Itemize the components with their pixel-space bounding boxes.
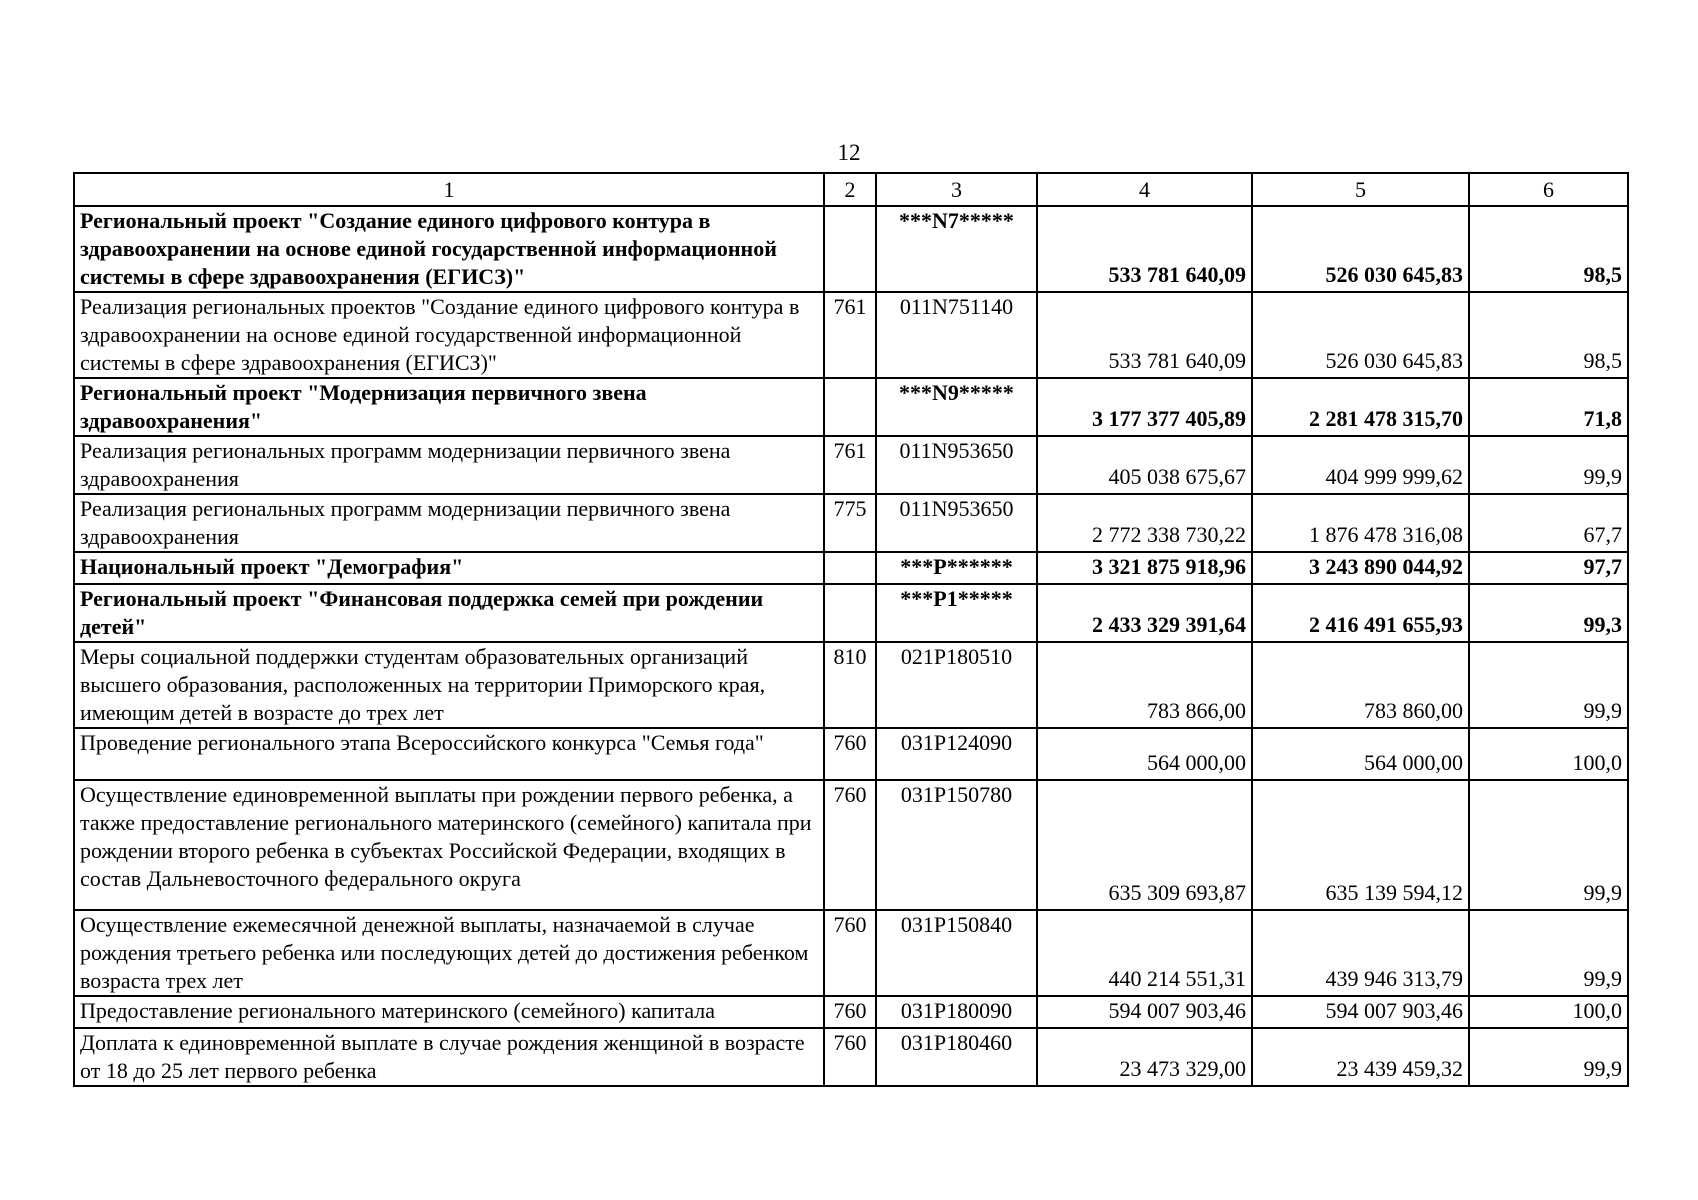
cell-col-6: 98,5 — [1469, 292, 1628, 378]
cell-col-4: 533 781 640,09 — [1037, 292, 1252, 378]
table-row — [74, 642, 1628, 728]
cell-col-5: 783 860,00 — [1252, 642, 1469, 728]
cell-col-5: 1 876 478 316,08 — [1252, 494, 1469, 552]
cell-name: Реализация региональных программ модернизации первичного звена здравоохранения — [74, 436, 824, 494]
cell-col-3: 011N751140 — [876, 292, 1037, 378]
cell-col-5: 3 243 890 044,92 — [1252, 552, 1469, 584]
cell-name: Проведение регионального этапа Всероссийского конкурса "Семья года" — [74, 728, 824, 780]
cell-col-5: 564 000,00 — [1252, 728, 1469, 780]
cell-name: Реализация региональных проектов "Создание единого цифрового контура в здравоохранении на основе единой государственной информационной системы в сфере здравоохранения (ЕГИСЗ)" — [74, 292, 824, 378]
cell-name: Осуществление ежемесячной денежной выплаты, назначаемой в случае рождения третьего ребенка или последующих детей до достижения ребенком возраста трех лет — [74, 910, 824, 996]
table-row — [74, 584, 1628, 642]
cell-col-6: 71,8 — [1469, 378, 1628, 436]
budget-table — [73, 172, 1629, 1087]
cell-name: Осуществление единовременной выплаты при рождении первого ребенка, а также предоставление регионального материнского (семейного) капитала при рождении второго ребенка в субъектах Российской Федерации, входящих в состав Дальневосточного федерального округа — [74, 780, 824, 910]
cell-col-5: 526 030 645,83 — [1252, 206, 1469, 292]
header-col-6: 6 — [1469, 173, 1628, 206]
cell-col-4: 635 309 693,87 — [1037, 780, 1252, 910]
cell-col-4: 440 214 551,31 — [1037, 910, 1252, 996]
cell-col-2 — [824, 584, 876, 642]
cell-col-3: ***N7***** — [876, 206, 1037, 292]
table-row — [74, 292, 1628, 378]
cell-col-2: 760 — [824, 780, 876, 910]
cell-col-6: 99,9 — [1469, 642, 1628, 728]
cell-name: Региональный проект "Финансовая поддержка семей при рождении детей" — [74, 584, 824, 642]
cell-col-4: 783 866,00 — [1037, 642, 1252, 728]
cell-col-5: 594 007 903,46 — [1252, 996, 1469, 1028]
cell-col-2 — [824, 378, 876, 436]
cell-name: Предоставление регионального материнского (семейного) капитала — [74, 996, 824, 1028]
table-row — [74, 206, 1628, 292]
cell-col-5: 439 946 313,79 — [1252, 910, 1469, 996]
header-col-5: 5 — [1252, 173, 1469, 206]
cell-name: Национальный проект "Демография" — [74, 552, 824, 584]
cell-col-5: 2 416 491 655,93 — [1252, 584, 1469, 642]
cell-col-5: 526 030 645,83 — [1252, 292, 1469, 378]
cell-col-5: 404 999 999,62 — [1252, 436, 1469, 494]
cell-col-3: 031P124090 — [876, 728, 1037, 780]
table-row — [74, 1028, 1628, 1086]
table-row — [74, 436, 1628, 494]
cell-col-5: 2 281 478 315,70 — [1252, 378, 1469, 436]
cell-col-2 — [824, 552, 876, 584]
table-row — [74, 780, 1628, 910]
cell-col-3: 031P150780 — [876, 780, 1037, 910]
page-number: 12 — [837, 140, 861, 165]
cell-col-3: 011N953650 — [876, 494, 1037, 552]
cell-col-4: 564 000,00 — [1037, 728, 1252, 780]
table-header — [74, 173, 1628, 206]
cell-col-4: 2 433 329 391,64 — [1037, 584, 1252, 642]
cell-col-6: 67,7 — [1469, 494, 1628, 552]
table-row — [74, 378, 1628, 436]
table-row — [74, 494, 1628, 552]
cell-col-2: 810 — [824, 642, 876, 728]
cell-col-6: 99,9 — [1469, 910, 1628, 996]
cell-col-3: ***N9***** — [876, 378, 1037, 436]
cell-col-6: 100,0 — [1469, 996, 1628, 1028]
table-row — [74, 910, 1628, 996]
cell-col-2: 761 — [824, 292, 876, 378]
cell-col-3: 031P180090 — [876, 996, 1037, 1028]
cell-col-4: 405 038 675,67 — [1037, 436, 1252, 494]
cell-col-3: 011N953650 — [876, 436, 1037, 494]
cell-col-4: 23 473 329,00 — [1037, 1028, 1252, 1086]
cell-name: Реализация региональных программ модернизации первичного звена здравоохранения — [74, 494, 824, 552]
header-col-2: 2 — [824, 173, 876, 206]
cell-col-6: 99,3 — [1469, 584, 1628, 642]
cell-name: Меры социальной поддержки студентам образовательных организаций высшего образования, расположенных на территории Приморского края, имеющим детей в возрасте до трех лет — [74, 642, 824, 728]
cell-col-2: 760 — [824, 728, 876, 780]
cell-col-2: 760 — [824, 1028, 876, 1086]
cell-col-6: 97,7 — [1469, 552, 1628, 584]
cell-col-3: ***P****** — [876, 552, 1037, 584]
table-row — [74, 728, 1628, 780]
cell-col-3: 031P180460 — [876, 1028, 1037, 1086]
cell-col-4: 533 781 640,09 — [1037, 206, 1252, 292]
cell-col-4: 594 007 903,46 — [1037, 996, 1252, 1028]
cell-col-4: 2 772 338 730,22 — [1037, 494, 1252, 552]
cell-col-3: 031P150840 — [876, 910, 1037, 996]
header-row — [74, 173, 1628, 206]
cell-col-3: ***P1***** — [876, 584, 1037, 642]
cell-col-5: 23 439 459,32 — [1252, 1028, 1469, 1086]
cell-col-2: 760 — [824, 910, 876, 996]
cell-col-3: 021P180510 — [876, 642, 1037, 728]
header-col-4: 4 — [1037, 173, 1252, 206]
cell-col-6: 99,9 — [1469, 436, 1628, 494]
table-row — [74, 996, 1628, 1028]
cell-col-2: 760 — [824, 996, 876, 1028]
cell-col-2: 775 — [824, 494, 876, 552]
cell-col-6: 99,9 — [1469, 1028, 1628, 1086]
cell-col-6: 99,9 — [1469, 780, 1628, 910]
cell-col-6: 100,0 — [1469, 728, 1628, 780]
cell-name: Региональный проект "Создание единого цифрового контура в здравоохранении на основе единой государственной информационной системы в сфере здравоохранения (ЕГИСЗ)" — [74, 206, 824, 292]
cell-name: Доплата к единовременной выплате в случае рождения женщиной в возрасте от 18 до 25 лет первого ребенка — [74, 1028, 824, 1086]
cell-col-5: 635 139 594,12 — [1252, 780, 1469, 910]
cell-col-4: 3 321 875 918,96 — [1037, 552, 1252, 584]
header-col-3: 3 — [876, 173, 1037, 206]
table-body — [74, 206, 1628, 1086]
header-col-1: 1 — [74, 173, 824, 206]
cell-col-2: 761 — [824, 436, 876, 494]
cell-col-4: 3 177 377 405,89 — [1037, 378, 1252, 436]
cell-name: Региональный проект "Модернизация первичного звена здравоохранения" — [74, 378, 824, 436]
table-row — [74, 552, 1628, 584]
cell-col-6: 98,5 — [1469, 206, 1628, 292]
cell-col-2 — [824, 206, 876, 292]
